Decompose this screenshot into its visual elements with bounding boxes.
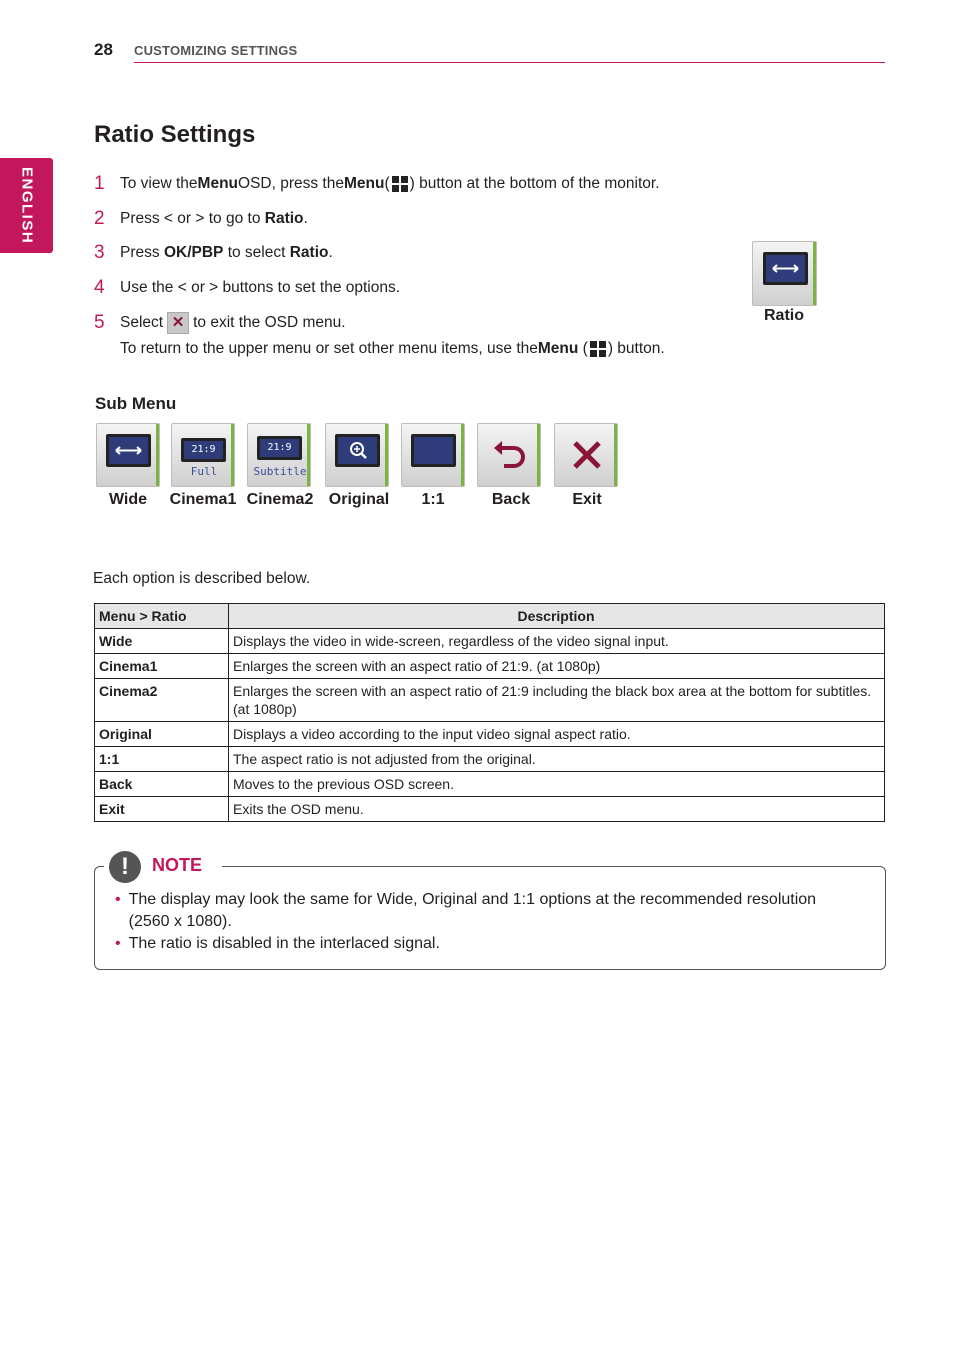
step-text: ( bbox=[384, 175, 390, 192]
submenu-wide[interactable] bbox=[96, 423, 160, 487]
submenu-exit[interactable] bbox=[554, 423, 618, 487]
submenu-label-back: Back bbox=[491, 491, 531, 508]
step-bold: Menu bbox=[537, 340, 579, 357]
intro-text: Each option is described below. bbox=[93, 570, 311, 587]
step-text: ) button. bbox=[607, 340, 665, 357]
bullet-dot: • bbox=[115, 935, 121, 952]
table-header: Menu > Ratio bbox=[95, 604, 229, 629]
close-icon bbox=[571, 439, 603, 471]
submenu-back[interactable] bbox=[477, 423, 541, 487]
note-text: The display may look the same for Wide, Original and 1:1 options at the recommended resolution (2560 x 1080). bbox=[128, 891, 817, 930]
table-cell: Cinema2 bbox=[95, 679, 229, 722]
table-row bbox=[95, 722, 885, 747]
table-row bbox=[95, 654, 885, 679]
step-bold: Ratio bbox=[289, 244, 329, 261]
step-4 bbox=[94, 277, 400, 299]
screen-icon bbox=[411, 434, 456, 467]
step-text: Use the < or > buttons to set the options. bbox=[120, 279, 401, 296]
step-bold: OK/PBP bbox=[163, 244, 224, 261]
note-bullet bbox=[115, 933, 855, 955]
wide-arrows-icon bbox=[763, 252, 808, 285]
table-row bbox=[95, 679, 885, 722]
step-number: 4 bbox=[94, 277, 105, 298]
submenu-label-original: Original bbox=[328, 491, 390, 508]
step-number: 1 bbox=[94, 173, 105, 194]
step-3 bbox=[94, 242, 333, 264]
page-number: 28 bbox=[94, 40, 113, 59]
ratio-label: Ratio bbox=[764, 307, 804, 324]
step-1 bbox=[94, 173, 660, 195]
step-bold: Menu bbox=[197, 175, 239, 192]
table-cell: Moves to the previous OSD screen. bbox=[229, 772, 885, 797]
cinema1-icon bbox=[181, 438, 226, 462]
note-text: The ratio is disabled in the interlaced signal. bbox=[128, 935, 440, 952]
submenu-label-cinema1: Cinema1 bbox=[169, 491, 237, 508]
submenu-1to1[interactable] bbox=[401, 423, 465, 487]
submenu-label-1to1: 1:1 bbox=[421, 491, 445, 508]
table-cell: 1:1 bbox=[95, 747, 229, 772]
submenu-label-wide: Wide bbox=[108, 491, 148, 508]
step-text: Select bbox=[120, 314, 164, 331]
step-bold: Ratio bbox=[264, 210, 304, 227]
step-5 bbox=[94, 312, 346, 334]
step-text: OSD, press the bbox=[238, 175, 344, 192]
table-row bbox=[95, 629, 885, 654]
menu-icon bbox=[392, 176, 408, 192]
table-cell: Back bbox=[95, 772, 229, 797]
warning-icon: ! bbox=[109, 851, 141, 883]
step-text: ) button at the bottom of the monitor. bbox=[409, 175, 660, 192]
table-cell: Enlarges the screen with an aspect ratio of 21:9 including the black box area at the bottom for subtitles. (at 1080p) bbox=[229, 679, 885, 722]
submenu-label-cinema2: Cinema2 bbox=[246, 491, 314, 508]
table-cell: Exits the OSD menu. bbox=[229, 797, 885, 822]
submenu-cinema1[interactable] bbox=[171, 423, 235, 487]
submenu-cinema2[interactable] bbox=[247, 423, 311, 487]
table-row bbox=[95, 797, 885, 822]
table-header-row bbox=[95, 604, 885, 629]
table-header: Description bbox=[229, 604, 885, 629]
table-cell: Wide bbox=[95, 629, 229, 654]
submenu-heading: Sub Menu bbox=[95, 394, 177, 413]
header-rule bbox=[134, 62, 885, 63]
step-bold: Menu bbox=[343, 175, 385, 192]
ratio-table bbox=[94, 603, 885, 822]
table-cell: Exit bbox=[95, 797, 229, 822]
language-tab-label: ENGLISH bbox=[18, 166, 36, 245]
table-cell: Displays a video according to the input video signal aspect ratio. bbox=[229, 722, 885, 747]
bullet-dot: • bbox=[115, 891, 121, 908]
menu-icon bbox=[590, 341, 606, 357]
sub-text: Full bbox=[190, 465, 218, 478]
step-number: 5 bbox=[94, 312, 105, 333]
badge-text: 21:9 bbox=[267, 442, 292, 453]
table-cell: Displays the video in wide-screen, regardless of the video signal input. bbox=[229, 629, 885, 654]
step-5-extra bbox=[120, 340, 665, 358]
table-cell: The aspect ratio is not adjusted from the original. bbox=[229, 747, 885, 772]
step-text: Press < or > to go to bbox=[120, 210, 261, 227]
step-text: To return to the upper menu or set other menu items, use the bbox=[120, 340, 538, 357]
step-2 bbox=[94, 208, 308, 230]
table-cell: Enlarges the screen with an aspect ratio of 21:9. (at 1080p) bbox=[229, 654, 885, 679]
table-cell: Cinema1 bbox=[95, 654, 229, 679]
submenu-original[interactable] bbox=[325, 423, 389, 487]
submenu-label-exit: Exit bbox=[572, 491, 602, 508]
zoom-icon bbox=[335, 434, 380, 467]
table-row bbox=[95, 772, 885, 797]
step-number: 3 bbox=[94, 242, 105, 263]
step-text: Press bbox=[120, 244, 160, 261]
step-text: ( bbox=[582, 340, 588, 357]
step-number: 2 bbox=[94, 208, 105, 229]
ratio-tile[interactable] bbox=[752, 241, 817, 306]
note-bullet bbox=[115, 889, 855, 933]
cinema2-icon bbox=[257, 436, 302, 460]
step-text: To view the bbox=[120, 175, 198, 192]
wide-arrows-icon bbox=[106, 434, 151, 467]
note-title: NOTE bbox=[152, 855, 203, 875]
back-arrow-icon bbox=[492, 438, 528, 472]
exit-icon: ✕ bbox=[167, 312, 189, 334]
table-row bbox=[95, 747, 885, 772]
step-text: . bbox=[303, 210, 308, 227]
section-title: CUSTOMIZING SETTINGS bbox=[134, 43, 298, 58]
step-text: to select bbox=[227, 244, 286, 261]
sub-text: Subtitle bbox=[253, 465, 307, 478]
page-title: Ratio Settings bbox=[94, 121, 256, 148]
badge-text: 21:9 bbox=[191, 444, 216, 455]
table-cell: Original bbox=[95, 722, 229, 747]
step-text: . bbox=[328, 244, 333, 261]
step-text: to exit the OSD menu. bbox=[193, 314, 346, 331]
